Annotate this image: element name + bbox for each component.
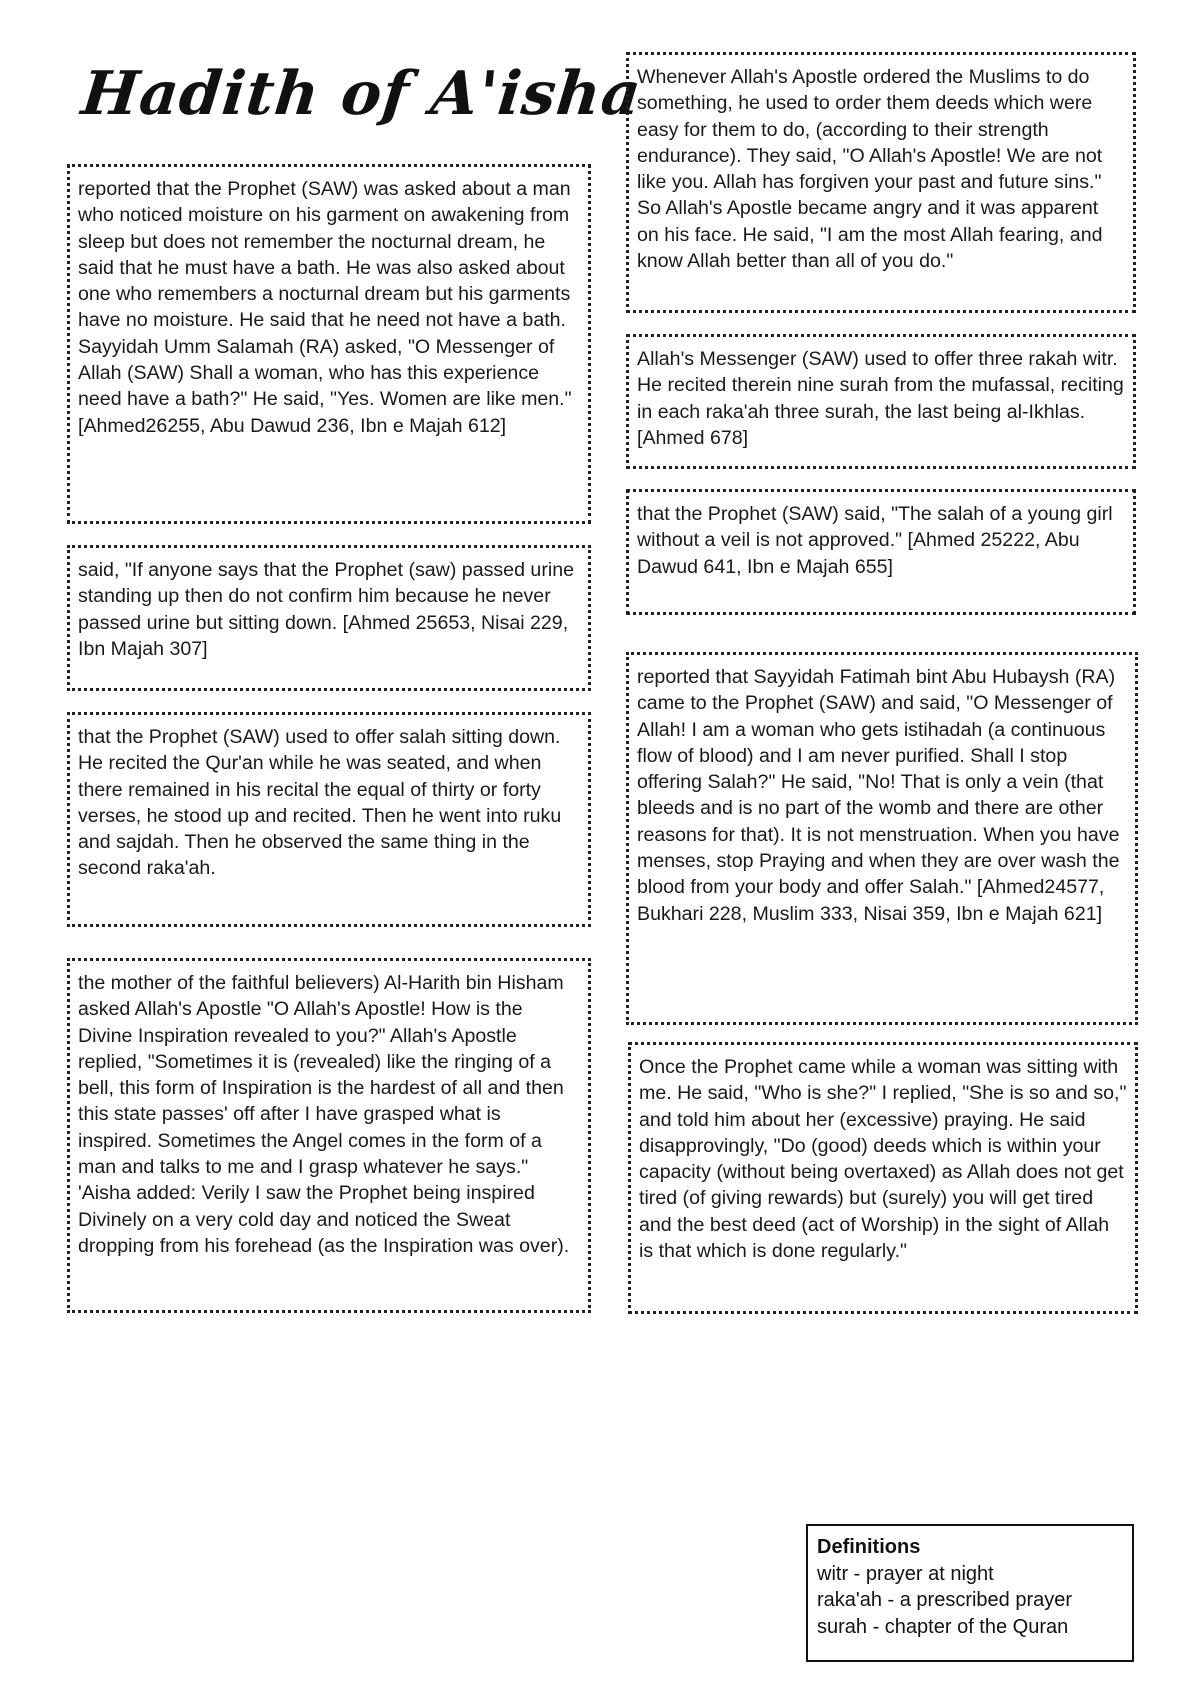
- definitions-box: [806, 1524, 1134, 1662]
- hadith-text: the mother of the faithful believers) Al-Harith bin Hisham asked Allah's Apostle "O Allah's Apostle! How is the Divine Inspiration revealed to you?" Allah's Apostle replied, "Sometimes it is (revealed) like the ringing of a bell, this form of Inspiration is the hardest of all and then this state passes' off after I have grasped what is inspired. Sometimes the Angel comes in the form of a man and talks to me and I grasp whatever he says." 'Aisha added: Verily I saw the Prophet being inspired Divinely on a very cold day and noticed the Sweat dropping from his forehead (as the Inspiration was over).: [78, 972, 570, 1257]
- hadith-box-regular-deeds: [628, 1042, 1138, 1314]
- definition-item: surah - chapter of the Quran: [817, 1615, 1069, 1638]
- hadith-box-sitting-salah: [67, 712, 591, 927]
- definition-item: witr - prayer at night: [817, 1562, 994, 1585]
- hadith-box-easy-deeds: [626, 52, 1136, 313]
- hadith-box-istihadah: [626, 652, 1138, 1025]
- hadith-text: that the Prophet (SAW) said, "The salah of a young girl without a veil is not approved." [Ahmed 25222, Abu Dawud 641, Ibn e Majah 655]: [637, 503, 1113, 578]
- hadith-text: reported that the Prophet (SAW) was asked about a man who noticed moisture on his garment on awakening from sleep but does not remember the nocturnal dream, he said that he must have a bath. He was also asked about one who remembers a nocturnal dream but his garments have no moisture. He said that he need not have a bath. Sayyidah Umm Salamah (RA) asked, "O Messenger of Allah (SAW) Shall a woman, who has this experience need have a bath?" He said, "Yes. Women are like men." [Ahmed26255, Abu Dawud 236, Ibn e Majah 612]: [78, 178, 572, 437]
- hadith-text: reported that Sayyidah Fatimah bint Abu Hubaysh (RA) came to the Prophet (SAW) and said, "O Messenger of Allah! I am a woman who gets istihadah (a continuous flow of blood) and I am never purified. Shall I stop offering Salah?" He said, "No! That is only a vein (that bleeds and is no part of the womb and there are other reasons for that). It is not menstruation. When you have menses, stop Praying and when they are over wash the blood from your body and offer Salah." [Ahmed24577, Bukhari 228, Muslim 333, Nisai 359, Ibn e Majah 621]: [637, 666, 1120, 925]
- hadith-text: Allah's Messenger (SAW) used to offer three rakah witr. He recited therein nine surah from the mufassal, reciting in each raka'ah three surah, the last being al-Ikhlas. [Ahmed 678]: [637, 348, 1124, 449]
- hadith-text: Once the Prophet came while a woman was sitting with me. He said, "Who is she?" I replied, "She is so and so," and told him about her (excessive) praying. He said disapprovingly, "Do (good) deeds which is within your capacity (without being overtaxed) as Allah does not get tired (of giving rewards) but (surely) you will get tired and the best deed (act of Worship) in the sight of Allah is that which is done regularly.": [639, 1056, 1127, 1263]
- hadith-box-inspiration: [67, 958, 591, 1313]
- definitions-heading: Definitions: [817, 1536, 921, 1558]
- hadith-text: said, "If anyone says that the Prophet (saw) passed urine standing up then do not confirm him because he never passed urine but sitting down. [Ahmed 25653, Nisai 229, Ibn Majah 307]: [78, 559, 574, 660]
- hadith-box-veil: [626, 489, 1136, 615]
- hadith-text: Whenever Allah's Apostle ordered the Muslims to do something, he used to order them deeds which were easy for them to do, (according to their strength endurance). They said, "O Allah's Apostle! We are not like you. Allah has forgiven your past and future sins." So Allah's Apostle became angry and it was apparent on his face. He said, "I am the most Allah fearing, and know Allah better than all of you do.": [637, 66, 1103, 273]
- hadith-text: that the Prophet (SAW) used to offer salah sitting down. He recited the Qur'an while he was seated, and when there remained in his recital the equal of thirty or forty verses, he stood up and recited. Then he went into ruku and sajdah. Then he observed the same thing in the second raka'ah.: [78, 726, 562, 880]
- hadith-box-witr: [626, 334, 1136, 469]
- definition-item: raka'ah - a prescribed prayer: [817, 1589, 1073, 1611]
- hadith-box-moisture: [67, 164, 591, 524]
- hadith-box-urine: [67, 545, 591, 691]
- page-title: Hadith of A'isha: [78, 59, 645, 129]
